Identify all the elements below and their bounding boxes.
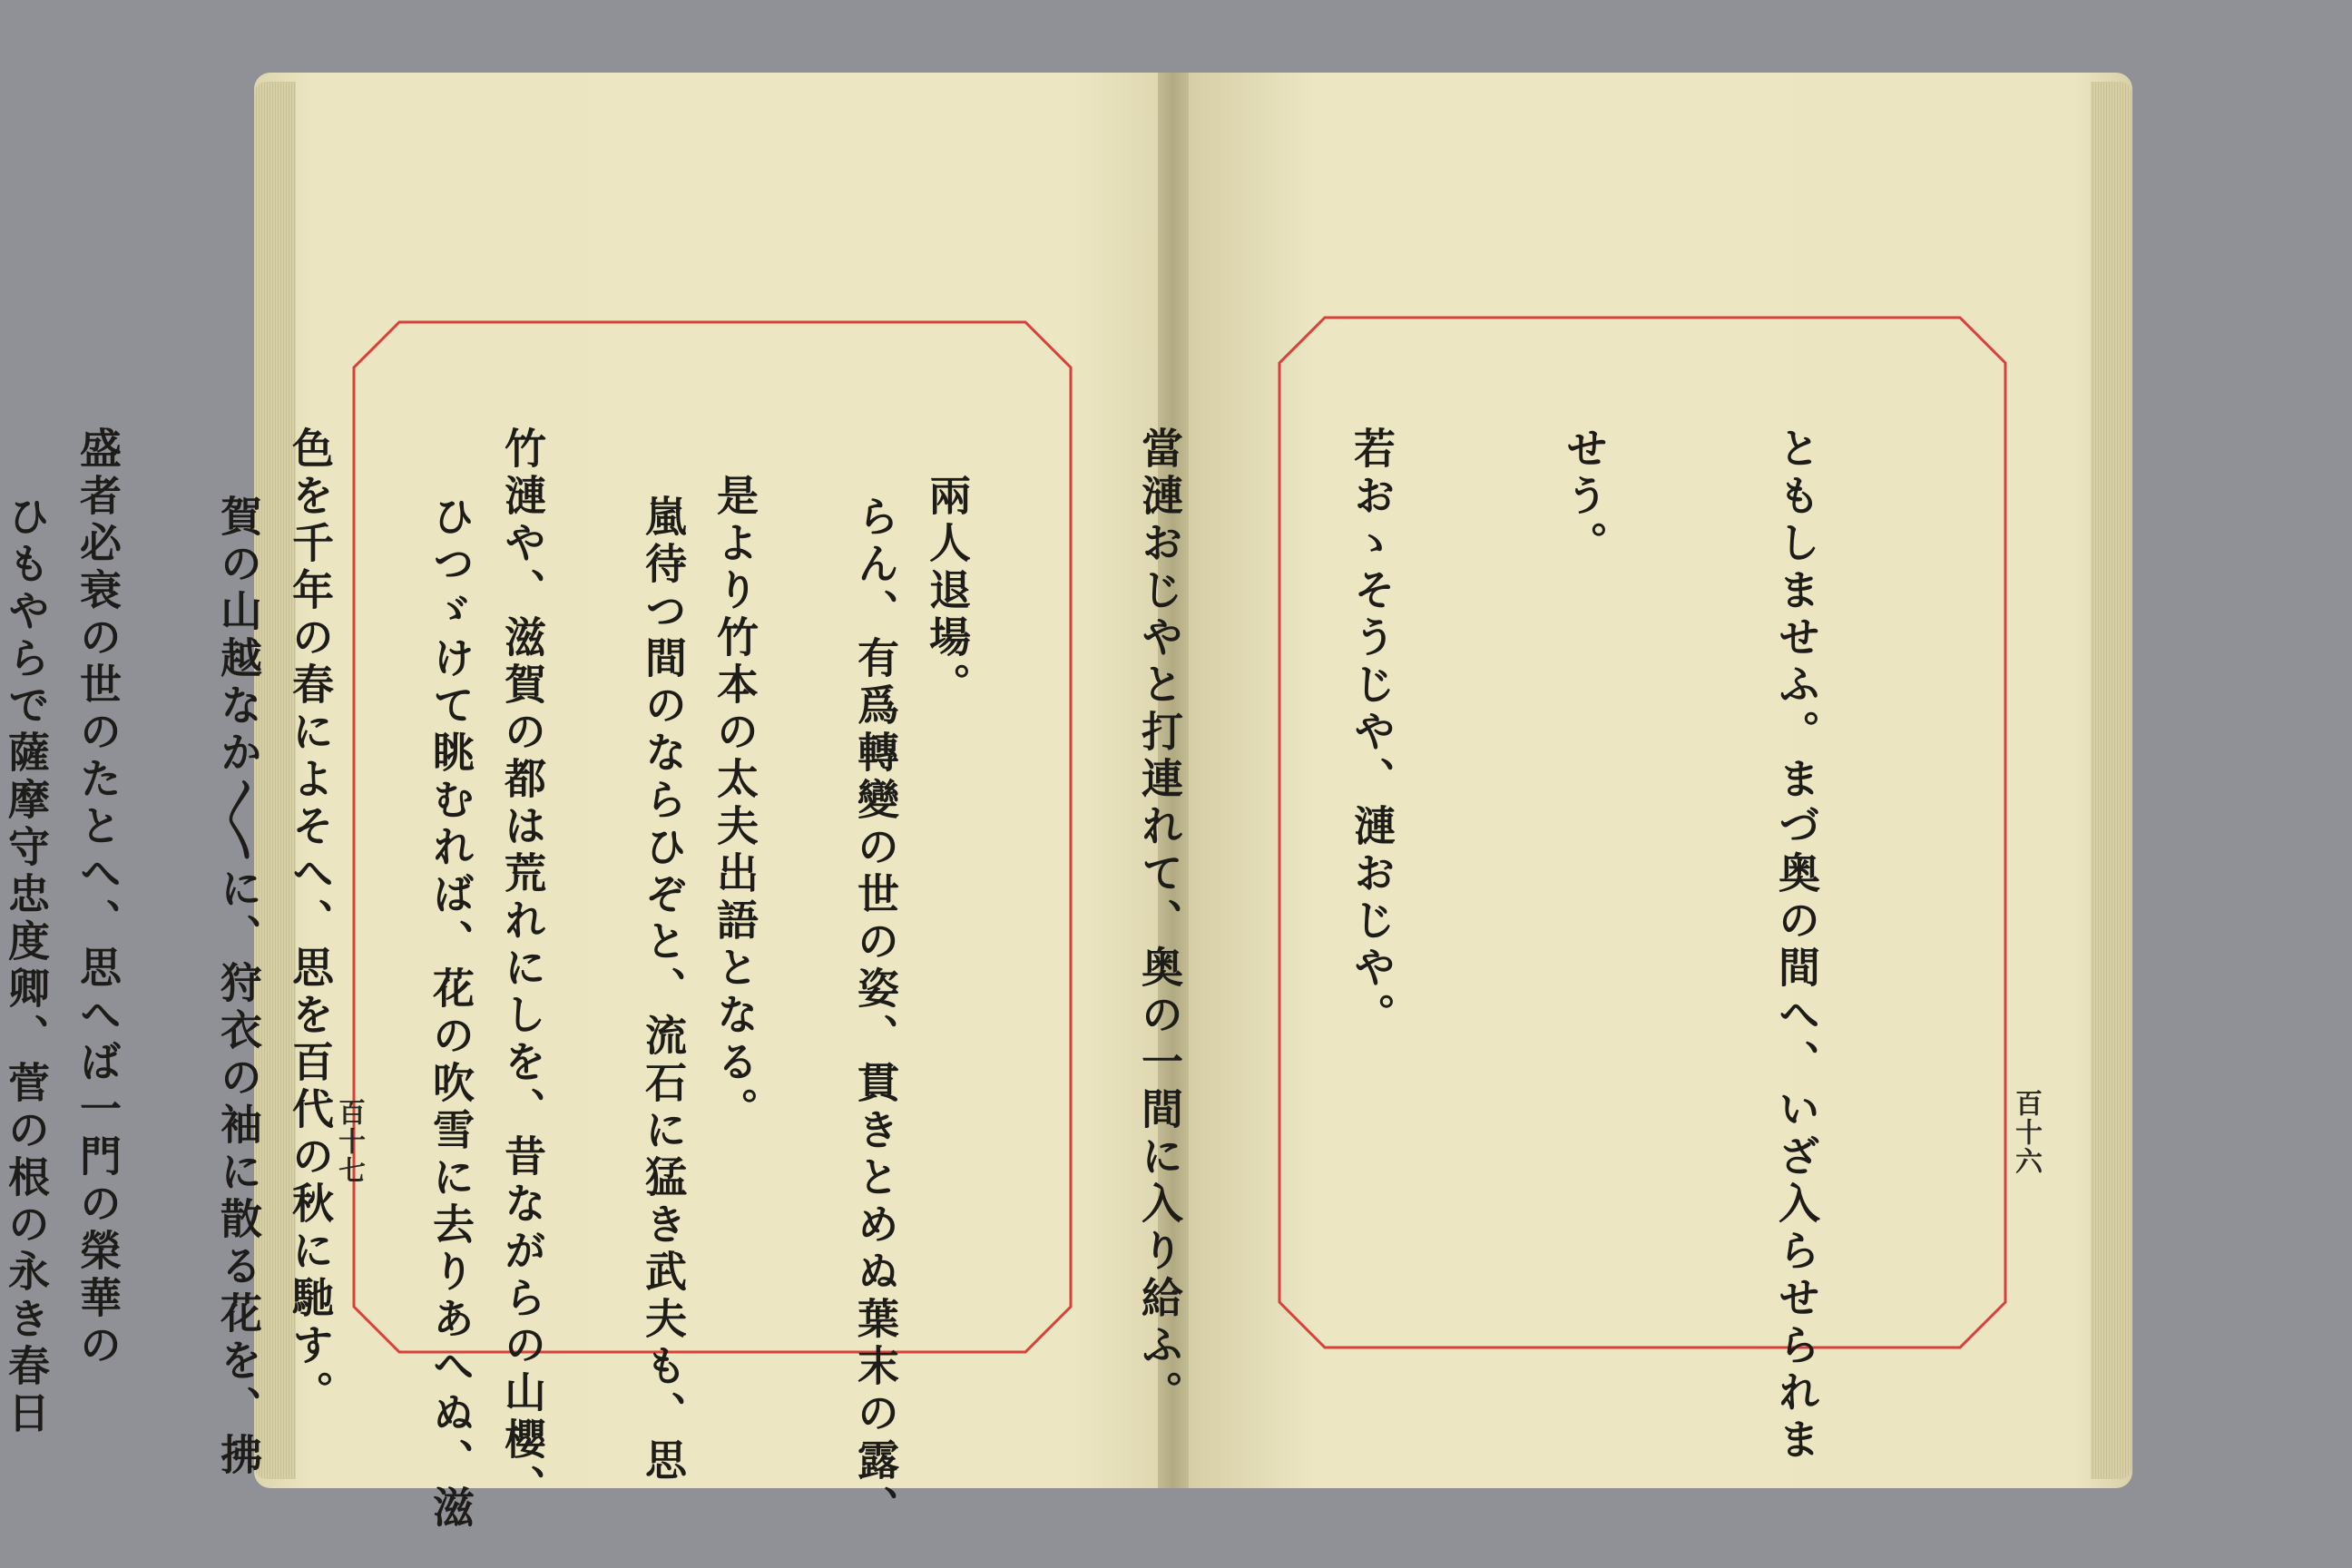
text-line: 是より竹本の太夫出語となる。: [710, 426, 760, 1134]
text-line: 色を千年の春によそへ、思を百代の秋に馳す。: [286, 426, 335, 1417]
text-line: 盛者必衰の世のたとへ、思へば一門の榮華の: [74, 426, 122, 1370]
text-line: せう。: [1560, 426, 1609, 568]
text-line: ともしませふ。まづ奥の間へ、いざ入らせられま: [1772, 426, 1821, 1465]
right-page-edges: [2091, 82, 2132, 1479]
text-line: 賀の山越なか〳〵に、狩衣の袖に散る花を、拂: [214, 495, 263, 1480]
left-page-number: 百十七: [333, 1098, 365, 1185]
text-line: ひもやらで薩摩守忠度卿、菅の根の永き春日: [2, 495, 51, 1438]
text-line: 當漣おじやと打連れて、奥の一間に入り給ふ。: [1135, 426, 1184, 1417]
text-line: 兩人退場。: [923, 426, 972, 710]
text-line: 嵐待つ間のならひぞと、流石に猛き武夫も、思: [639, 495, 688, 1485]
text-line: 若おゝそうじや、漣おじや。: [1348, 426, 1396, 1040]
text-line: らん、有爲轉變の世の姿、貫きとめぬ葉末の露、: [851, 495, 900, 1533]
text-line: ひつゞけて眺むれば、花の吹雪に去りあへぬ、滋: [426, 495, 475, 1533]
right-page-number: 百十六: [2010, 1089, 2042, 1176]
text-line: 竹漣や、滋賀の都は荒れにしを、昔ながらの山櫻、: [498, 426, 547, 1512]
